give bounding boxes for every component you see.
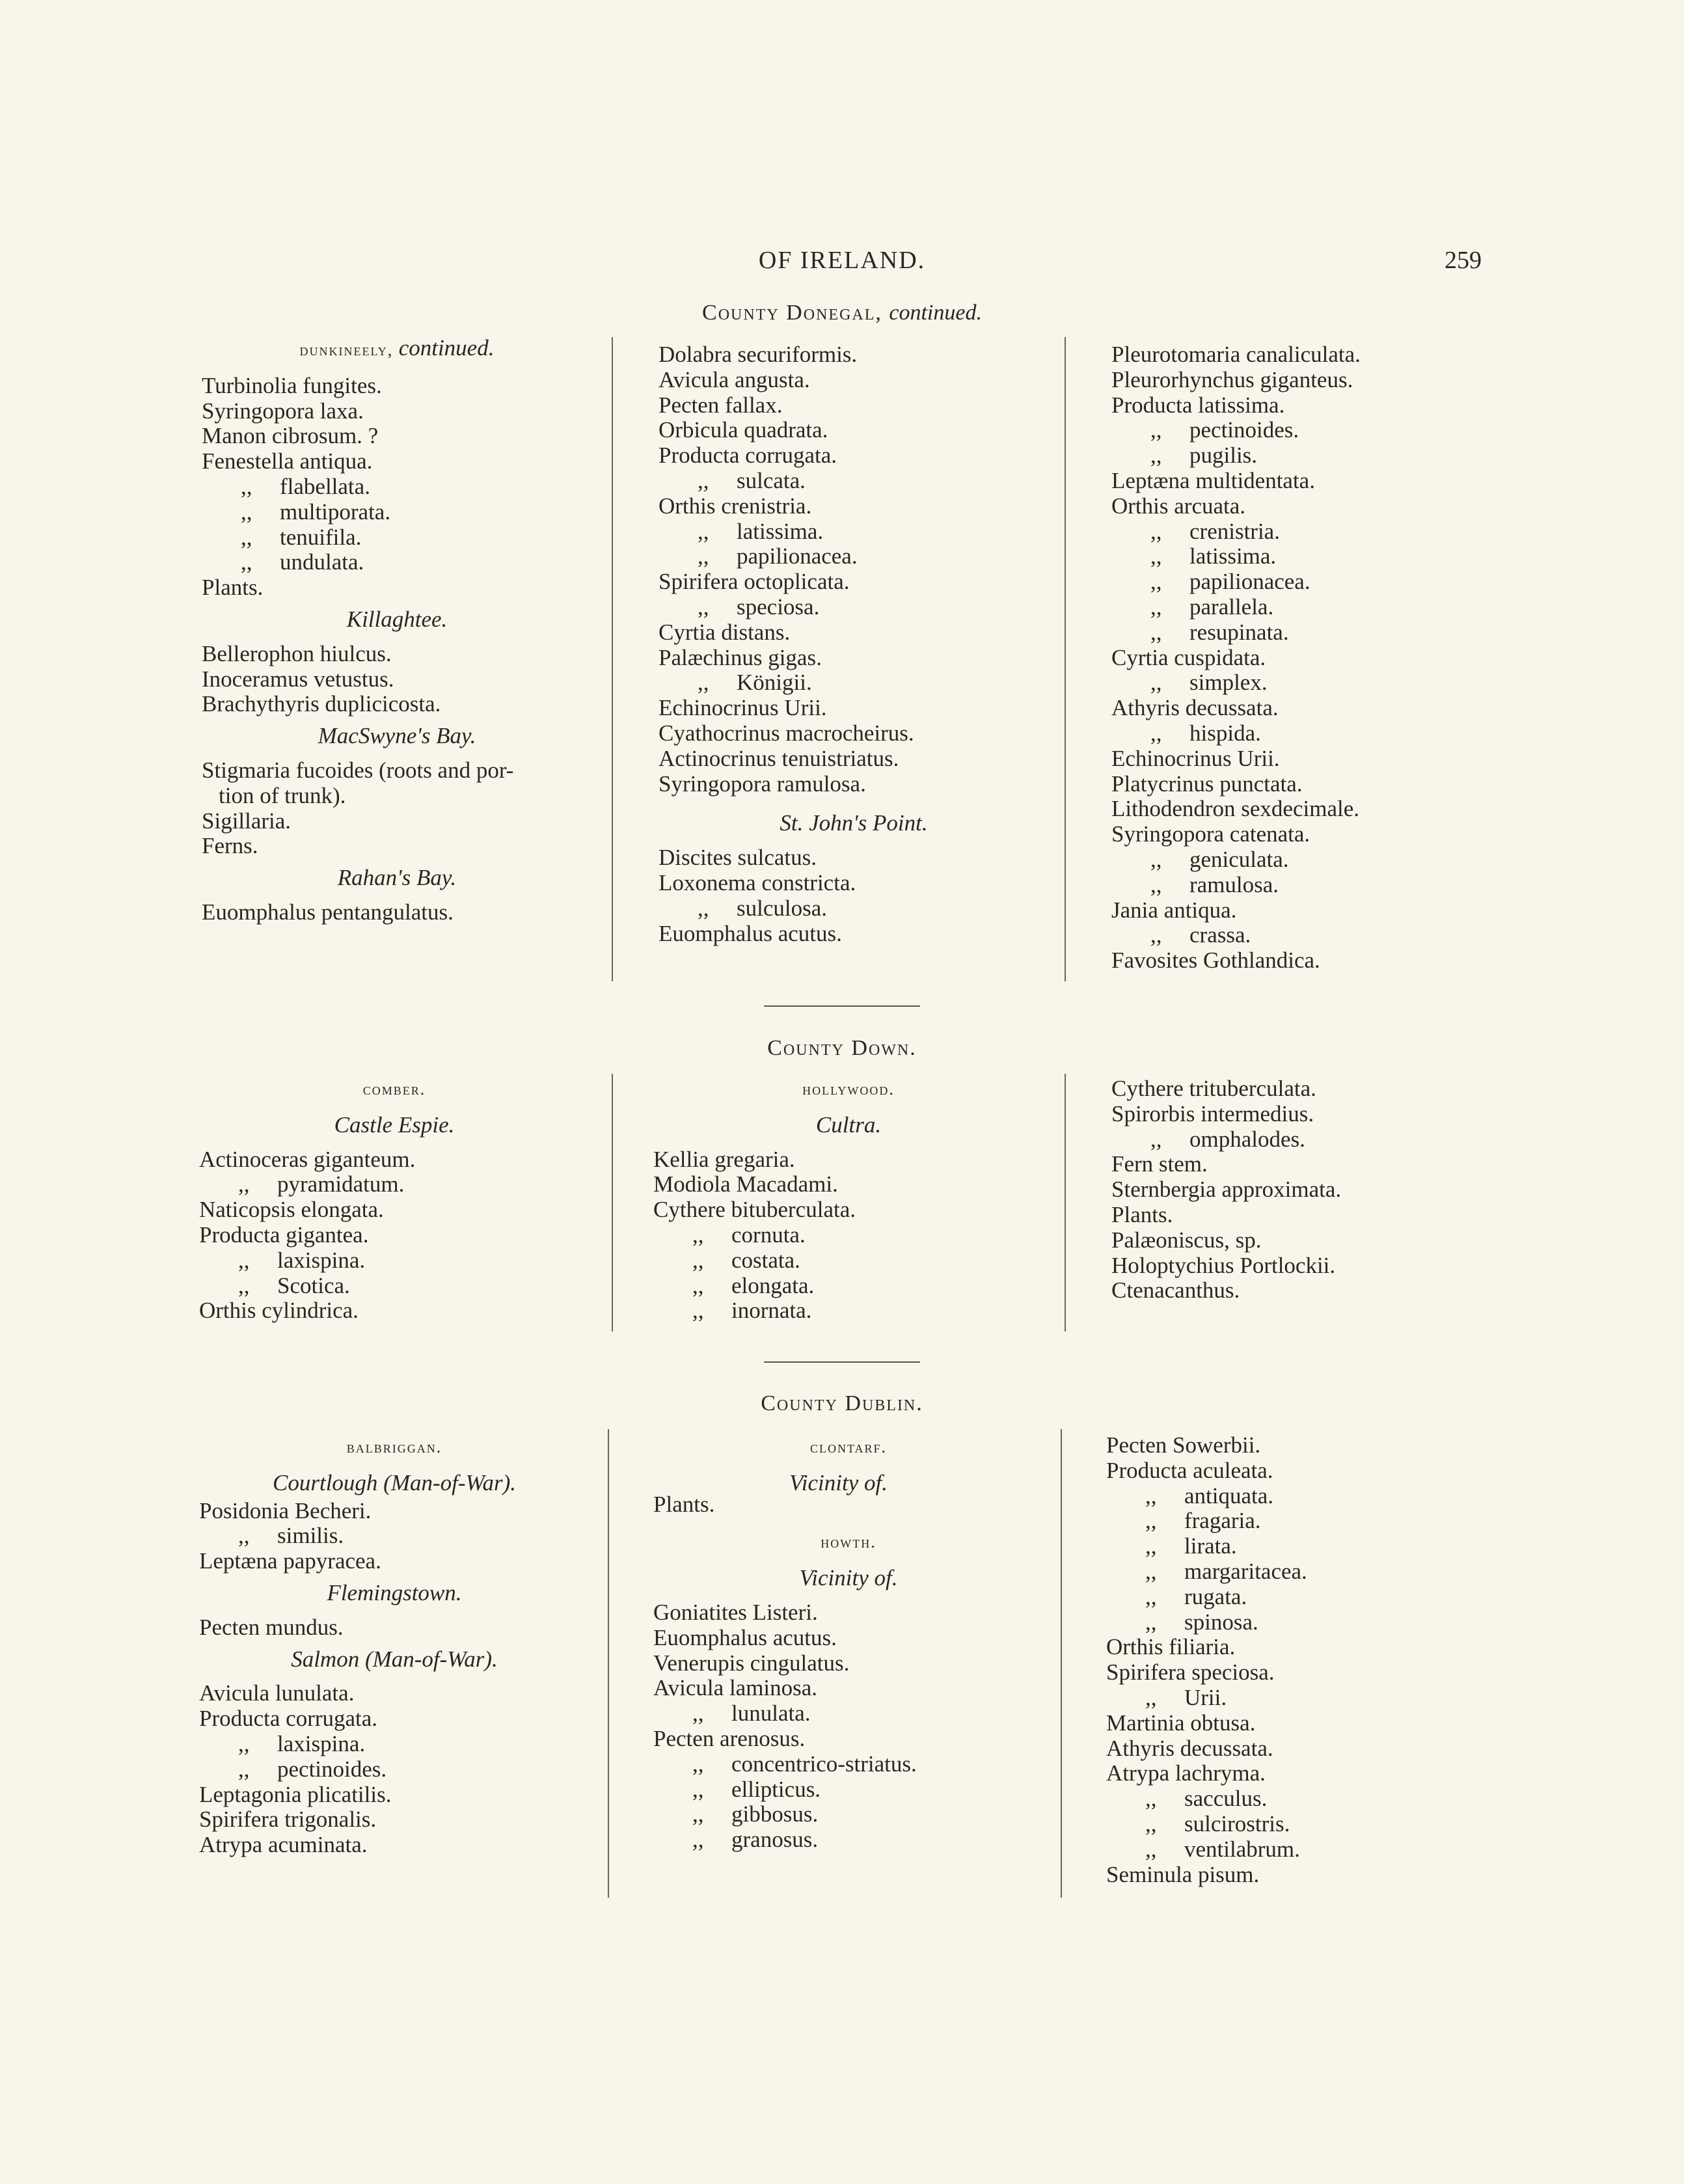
dublin-column-1 xyxy=(199,1435,590,1858)
species-entry-ditto xyxy=(1106,1686,1471,1711)
species-epithet: ellipticus. xyxy=(731,1776,821,1802)
species-entry-ditto xyxy=(1111,595,1476,620)
ditto-mark: ,, xyxy=(1150,417,1162,443)
species-entry: Orthis crenistria. xyxy=(659,493,812,519)
species-entry-ditto xyxy=(653,1777,1044,1803)
species-entry: Avicula angusta. xyxy=(659,366,810,392)
species-entry: Atrypa acuminata. xyxy=(199,1832,368,1858)
species-entry-ditto xyxy=(1111,519,1476,545)
county-continued: continued. xyxy=(889,301,982,325)
species-entry: Palæchinus gigas. xyxy=(659,644,822,670)
species-epithet: cornuta. xyxy=(731,1222,806,1248)
species-entry: Atrypa lachryma. xyxy=(1106,1760,1266,1786)
species-epithet: pectinoides. xyxy=(1189,417,1299,443)
species-entry: Echinocrinus Urii. xyxy=(659,695,827,721)
ditto-mark: ,, xyxy=(238,1756,250,1782)
ditto-mark: ,, xyxy=(1150,543,1162,569)
species-entry: Producta corrugata. xyxy=(659,443,837,469)
species-epithet: Königii. xyxy=(737,670,812,696)
species-entry: Fenestella antiqua. xyxy=(202,448,373,474)
ditto-mark: ,, xyxy=(1145,1609,1157,1635)
species-entry: Seminula pisum. xyxy=(1106,1861,1260,1887)
species-epithet: lirata. xyxy=(1184,1533,1237,1559)
town-heading: howth. xyxy=(821,1533,876,1552)
ditto-mark: ,, xyxy=(238,1247,250,1273)
ditto-mark: ,, xyxy=(692,1700,704,1727)
ditto-mark: ,, xyxy=(692,1272,704,1298)
species-epithet: sacculus. xyxy=(1184,1786,1268,1812)
ditto-mark: ,, xyxy=(1150,518,1162,544)
species-entry-ditto xyxy=(653,1223,1044,1248)
species-entry: Producta corrugata. xyxy=(199,1706,378,1732)
column-rule xyxy=(1065,1074,1066,1331)
species-entry: Orbicula quadrata. xyxy=(659,417,828,443)
ditto-mark: ,, xyxy=(1150,720,1162,746)
ditto-mark: ,, xyxy=(698,543,709,569)
ditto-mark: ,, xyxy=(1145,1533,1157,1559)
ditto-mark: ,, xyxy=(692,1298,704,1324)
species-entry: Cyrtia distans. xyxy=(659,619,791,645)
species-epithet: similis. xyxy=(277,1523,344,1549)
species-entry-ditto xyxy=(659,896,1049,921)
species-epithet: gibbosus. xyxy=(731,1801,819,1827)
species-entry: Fern stem. xyxy=(1111,1151,1208,1177)
species-entry: Sigillaria. xyxy=(202,808,292,834)
down-column-1 xyxy=(199,1077,590,1324)
species-entry-ditto xyxy=(202,550,592,575)
locality-heading: St. John's Point. xyxy=(780,810,928,836)
species-epithet: pectinoides. xyxy=(277,1756,387,1782)
page-number: 259 xyxy=(1445,247,1482,274)
species-entry: Producta gigantea. xyxy=(199,1222,369,1248)
species-entry: Pecten mundus. xyxy=(199,1614,344,1640)
ditto-mark: ,, xyxy=(241,498,252,525)
species-entry-ditto xyxy=(202,525,592,551)
species-entry-ditto xyxy=(1106,1786,1471,1812)
species-entry: Orthis filiaria. xyxy=(1106,1634,1236,1660)
species-entry: Pleurorhynchus giganteus. xyxy=(1111,366,1353,392)
species-epithet: antiquata. xyxy=(1184,1482,1274,1508)
species-epithet: crenistria. xyxy=(1189,518,1280,544)
species-entry: Syringopora laxa. xyxy=(202,398,364,424)
species-entry-ditto xyxy=(1111,670,1476,696)
species-entry: Spirifera octoplicata. xyxy=(659,569,850,595)
species-entry: Ferns. xyxy=(202,833,258,859)
county-heading-donegal xyxy=(0,301,1684,325)
species-entry: Loxonema constricta. xyxy=(659,869,856,895)
ditto-mark: ,, xyxy=(698,670,709,696)
ditto-mark: ,, xyxy=(1145,1482,1157,1508)
species-entry: Syringopora catenata. xyxy=(1111,821,1311,847)
species-entry-ditto xyxy=(653,1701,1044,1727)
species-epithet: resupinata. xyxy=(1189,619,1289,645)
species-entry-ditto xyxy=(653,1802,1044,1827)
species-entry-ditto xyxy=(202,500,592,525)
species-entry-ditto xyxy=(199,1732,590,1757)
species-entry: Sternbergia approximata. xyxy=(1111,1177,1342,1203)
species-entry-ditto xyxy=(1106,1559,1471,1585)
species-entry-ditto xyxy=(659,544,1049,569)
species-epithet: granosus. xyxy=(731,1827,819,1853)
species-epithet: Urii. xyxy=(1184,1684,1227,1710)
species-epithet: tenuifila. xyxy=(280,524,362,550)
county-name: County Donegal, xyxy=(702,301,882,325)
column-rule xyxy=(1061,1429,1062,1898)
ditto-mark: ,, xyxy=(1150,922,1162,948)
species-entry-ditto xyxy=(202,474,592,500)
species-entry: Favosites Gothlandica. xyxy=(1111,948,1320,974)
species-entry-ditto xyxy=(1111,721,1476,746)
ditto-mark: ,, xyxy=(1145,1836,1157,1862)
species-entry: Holoptychius Portlockii. xyxy=(1111,1252,1336,1278)
species-entry: Leptagonia plicatilis. xyxy=(199,1781,392,1807)
species-entry: Spirifera speciosa. xyxy=(1106,1659,1275,1686)
section-rule xyxy=(764,1361,920,1363)
species-entry-ditto xyxy=(1106,1837,1471,1863)
species-entry: Leptæna multidentata. xyxy=(1111,467,1315,493)
species-entry-ditto xyxy=(1111,418,1476,443)
locality-heading: Castle Espie. xyxy=(334,1112,455,1138)
species-entry: Pleurotomaria canaliculata. xyxy=(1111,342,1361,367)
ditto-mark: ,, xyxy=(1145,1583,1157,1609)
ditto-mark: ,, xyxy=(238,1171,250,1197)
down-column-2 xyxy=(653,1077,1044,1324)
species-entry: Naticopsis elongata. xyxy=(199,1197,384,1223)
species-epithet: ventilabrum. xyxy=(1184,1836,1300,1862)
species-entry-ditto xyxy=(1106,1812,1471,1837)
species-entry: Actinoceras giganteum. xyxy=(199,1146,416,1172)
species-entry-ditto xyxy=(199,1757,590,1782)
species-entry-ditto xyxy=(1106,1508,1471,1534)
species-entry: Discites sulcatus. xyxy=(659,845,817,871)
species-epithet: lunulata. xyxy=(731,1700,811,1727)
ditto-mark: ,, xyxy=(698,467,709,493)
town-heading: dunkineely, continued. xyxy=(299,335,495,361)
species-epithet: elongata. xyxy=(731,1272,815,1298)
species-epithet: hispida. xyxy=(1189,720,1261,746)
species-entry: Orthis arcuata. xyxy=(1111,493,1246,519)
species-epithet: fragaria. xyxy=(1184,1508,1261,1534)
species-epithet: geniculata. xyxy=(1189,846,1289,872)
species-entry: Pecten arenosus. xyxy=(653,1725,806,1751)
ditto-mark: ,, xyxy=(1150,846,1162,872)
species-entry-ditto xyxy=(653,1274,1044,1299)
species-epithet: sulculosa. xyxy=(737,895,828,921)
species-entry: Producta aculeata. xyxy=(1106,1457,1273,1483)
ditto-mark: ,, xyxy=(241,473,252,499)
species-entry: Euomphalus pentangulatus. xyxy=(202,899,454,925)
donegal-column-2 xyxy=(659,342,1049,946)
species-entry-ditto xyxy=(1111,847,1476,873)
species-entry: Cyrtia cuspidata. xyxy=(1111,644,1266,670)
locality-heading: Flemingstown. xyxy=(327,1579,462,1605)
species-entry-ditto xyxy=(1111,620,1476,646)
species-entry: Syringopora ramulosa. xyxy=(659,771,866,797)
ditto-mark: ,, xyxy=(1150,443,1162,469)
ditto-mark: ,, xyxy=(698,895,709,921)
ditto-mark: ,, xyxy=(1145,1508,1157,1534)
species-entry: Euomphalus acutus. xyxy=(653,1624,837,1650)
ditto-mark: ,, xyxy=(692,1776,704,1802)
species-epithet: laxispina. xyxy=(277,1730,366,1756)
species-entry: Manon cibrosum. ? xyxy=(202,423,379,449)
species-epithet: spinosa. xyxy=(1184,1609,1258,1635)
species-entry: Kellia gregaria. xyxy=(653,1146,795,1172)
species-entry-ditto xyxy=(659,595,1049,620)
species-epithet: latissima. xyxy=(1189,543,1277,569)
species-entry-ditto xyxy=(199,1172,590,1197)
species-epithet: simplex. xyxy=(1189,670,1268,696)
ditto-mark: ,, xyxy=(241,524,252,550)
species-entry-ditto xyxy=(659,519,1049,545)
species-entry-ditto xyxy=(199,1274,590,1299)
species-entry: Cythere bituberculata. xyxy=(653,1197,856,1223)
ditto-mark: ,, xyxy=(238,1730,250,1756)
species-entry-ditto xyxy=(1111,923,1476,948)
species-entry: Martinia obtusa. xyxy=(1106,1710,1256,1736)
species-epithet: laxispina. xyxy=(277,1247,366,1273)
species-epithet: sulcata. xyxy=(737,467,806,493)
species-epithet: margaritacea. xyxy=(1184,1558,1307,1584)
species-entry: Pecten fallax. xyxy=(659,392,783,418)
species-entry: Ctenacanthus. xyxy=(1111,1277,1240,1304)
ditto-mark: ,, xyxy=(692,1222,704,1248)
species-entry: Goniatites Listeri. xyxy=(653,1599,818,1625)
ditto-mark: ,, xyxy=(238,1272,250,1298)
species-epithet: latissima. xyxy=(737,518,824,544)
ditto-mark: ,, xyxy=(692,1827,704,1853)
species-epithet: parallela. xyxy=(1189,594,1274,620)
ditto-mark: ,, xyxy=(1145,1810,1157,1836)
species-epithet: sulcirostris. xyxy=(1184,1810,1290,1836)
species-epithet: pyramidatum. xyxy=(277,1171,405,1197)
species-entry-ditto xyxy=(659,670,1049,696)
dublin-column-3 xyxy=(1106,1433,1471,1887)
county-heading-dublin: County Dublin. xyxy=(761,1391,923,1415)
locality-heading: Cultra. xyxy=(815,1112,882,1138)
species-entry-ditto xyxy=(1106,1585,1471,1610)
species-entry: Plants. xyxy=(202,575,264,601)
species-entry-ditto xyxy=(199,1248,590,1274)
down-column-3 xyxy=(1111,1076,1476,1304)
species-entry-ditto xyxy=(1106,1610,1471,1635)
donegal-column-1 xyxy=(202,336,592,925)
locality-heading: Killaghtee. xyxy=(346,606,448,632)
locality-heading: MacSwyne's Bay. xyxy=(318,723,476,749)
species-entry: Inoceramus vetustus. xyxy=(202,666,394,692)
column-rule xyxy=(608,1429,609,1898)
species-epithet: crassa. xyxy=(1189,922,1251,948)
species-entry-ditto xyxy=(1111,873,1476,898)
species-entry-ditto xyxy=(653,1248,1044,1274)
species-entry: Jania antiqua. xyxy=(1111,897,1237,923)
town-heading: hollywood. xyxy=(802,1080,895,1099)
species-entry-ditto xyxy=(653,1827,1044,1853)
species-epithet: rugata. xyxy=(1184,1583,1247,1609)
species-entry: Plants. xyxy=(653,1491,715,1517)
town-heading: clontarf. xyxy=(809,1438,888,1456)
town-heading: balbriggan. xyxy=(346,1438,442,1456)
town-heading: comber. xyxy=(362,1080,426,1099)
donegal-column-3 xyxy=(1111,342,1476,974)
ditto-mark: ,, xyxy=(692,1801,704,1827)
species-entry: Leptæna papyracea. xyxy=(199,1548,381,1574)
locality-heading: Rahan's Bay. xyxy=(337,865,457,891)
section-rule xyxy=(764,1005,920,1007)
locality-heading: Vicinity of. xyxy=(799,1565,898,1591)
species-entry-ditto xyxy=(1111,544,1476,569)
ditto-mark: ,, xyxy=(692,1751,704,1777)
county-heading-down: County Down. xyxy=(767,1036,917,1060)
species-entry: Brachythyris duplicicosta. xyxy=(202,691,441,717)
species-entry-ditto xyxy=(1106,1534,1471,1559)
species-entry: Echinocrinus Urii. xyxy=(1111,745,1280,771)
species-entry: Spirorbis intermedius. xyxy=(1111,1100,1314,1126)
species-epithet: pugilis. xyxy=(1189,443,1258,469)
species-entry-continued: tion of trunk). xyxy=(219,782,346,808)
species-entry-ditto xyxy=(199,1523,590,1549)
species-epithet: multiporata. xyxy=(280,498,391,525)
ditto-mark: ,, xyxy=(692,1247,704,1273)
locality-heading: Courtlough (Man-of-War). xyxy=(273,1469,516,1495)
ditto-mark: ,, xyxy=(1145,1684,1157,1710)
species-entry-ditto xyxy=(653,1752,1044,1777)
species-entry: Cythere trituberculata. xyxy=(1111,1076,1316,1101)
species-entry-ditto xyxy=(659,469,1049,494)
species-entry: Posidonia Becheri. xyxy=(199,1497,372,1523)
species-epithet: costata. xyxy=(731,1247,800,1273)
species-entry-ditto xyxy=(1111,443,1476,469)
column-rule xyxy=(612,337,613,981)
locality-heading: Vicinity of. xyxy=(789,1469,888,1495)
ditto-mark: ,, xyxy=(1150,871,1162,897)
ditto-mark: ,, xyxy=(1145,1558,1157,1584)
column-rule xyxy=(1065,337,1066,981)
species-epithet: flabellata. xyxy=(280,473,370,499)
species-entry: Athyris decussata. xyxy=(1111,695,1279,721)
species-entry: Producta latissima. xyxy=(1111,392,1285,418)
dublin-column-2 xyxy=(653,1435,1044,1853)
species-entry: Pecten Sowerbii. xyxy=(1106,1432,1261,1458)
species-entry: Modiola Macadami. xyxy=(653,1171,838,1197)
species-epithet: papilionacea. xyxy=(1189,569,1311,595)
species-entry: Lithodendron sexdecimale. xyxy=(1111,796,1359,822)
species-entry: Avicula laminosa. xyxy=(653,1675,818,1701)
running-head: OF IRELAND. xyxy=(758,247,926,274)
species-entry-ditto xyxy=(653,1298,1044,1324)
ditto-mark: ,, xyxy=(1150,569,1162,595)
species-epithet: inornata. xyxy=(731,1298,812,1324)
ditto-mark: ,, xyxy=(1150,594,1162,620)
ditto-mark: ,, xyxy=(698,594,709,620)
species-entry: Orthis cylindrica. xyxy=(199,1298,359,1324)
species-entry: Athyris decussata. xyxy=(1106,1735,1273,1761)
column-rule xyxy=(612,1074,613,1331)
species-entry: Stigmaria fucoides (roots and por- xyxy=(202,757,514,783)
species-epithet: concentrico-striatus. xyxy=(731,1751,917,1777)
species-entry: Cyathocrinus macrocheirus. xyxy=(659,720,914,746)
species-entry: Actinocrinus tenuistriatus. xyxy=(659,745,899,771)
species-entry: Bellerophon hiulcus. xyxy=(202,640,392,666)
species-entry: Avicula lunulata. xyxy=(199,1680,355,1706)
species-entry: Venerupis cingulatus. xyxy=(653,1650,850,1676)
species-epithet: Scotica. xyxy=(277,1272,350,1298)
ditto-mark: ,, xyxy=(698,518,709,544)
ditto-mark: ,, xyxy=(1145,1786,1157,1812)
ditto-mark: ,, xyxy=(1150,619,1162,645)
species-entry: Spirifera trigonalis. xyxy=(199,1807,377,1833)
locality-heading: Salmon (Man-of-War). xyxy=(291,1646,498,1672)
ditto-mark: ,, xyxy=(1150,1126,1162,1152)
ditto-mark: ,, xyxy=(1150,670,1162,696)
species-entry: Euomphalus acutus. xyxy=(659,920,842,946)
species-epithet: speciosa. xyxy=(737,594,820,620)
species-entry: Plants. xyxy=(1111,1201,1173,1227)
species-epithet: undulata. xyxy=(280,549,364,575)
species-entry: Turbinolia fungites. xyxy=(202,372,382,398)
species-epithet: omphalodes. xyxy=(1189,1126,1305,1152)
ditto-mark: ,, xyxy=(241,549,252,575)
species-entry: Platycrinus punctata. xyxy=(1111,771,1303,797)
species-entry-ditto xyxy=(1111,569,1476,595)
species-epithet: ramulosa. xyxy=(1189,871,1279,897)
ditto-mark: ,, xyxy=(238,1523,250,1549)
species-entry: Palæoniscus, sp. xyxy=(1111,1227,1262,1253)
species-entry-ditto xyxy=(1106,1484,1471,1509)
species-entry: Dolabra securiformis. xyxy=(659,342,858,367)
species-epithet: papilionacea. xyxy=(737,543,858,569)
species-entry-ditto xyxy=(1111,1127,1476,1153)
